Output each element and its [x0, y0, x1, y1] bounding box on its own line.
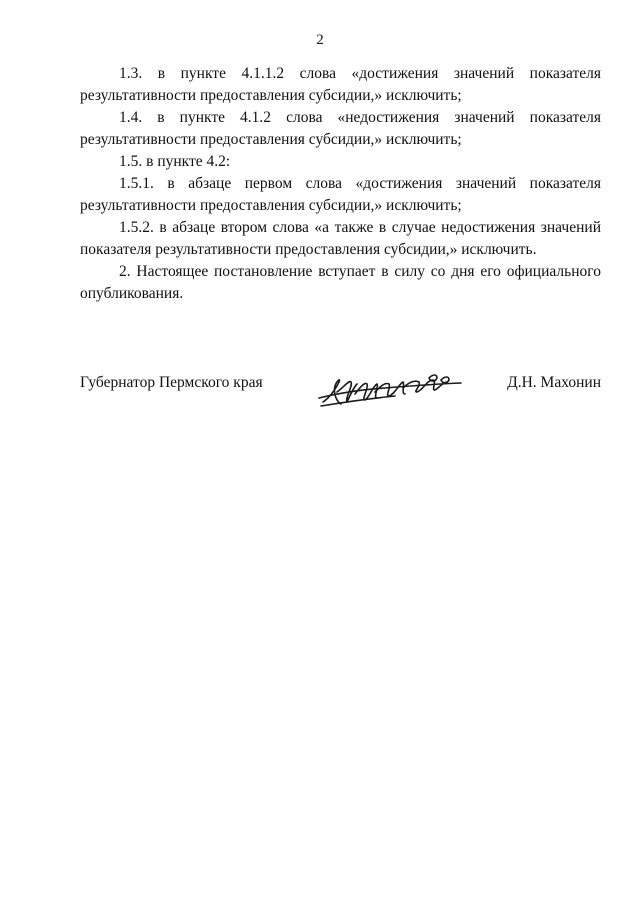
handwritten-signature	[315, 368, 465, 412]
paragraph-2: 2. Настоящее постановление вступает в силу со дня его официального опубликования.	[80, 263, 601, 302]
paragraph-1-3: 1.3. в пункте 4.1.1.2 слова «достижения значений показателя результативности предоставления субсидии,» исключить;	[80, 65, 601, 104]
paragraph-1-5: 1.5. в пункте 4.2:	[119, 153, 231, 170]
paragraph-1-5-2: 1.5.2. в абзаце втором слова «а также в случае недостижения значений показателя результативности предоставления субсидии,» исключить.	[80, 219, 601, 258]
signature-block	[80, 368, 601, 418]
page-number: 2	[316, 32, 324, 48]
signatory-name: Д.Н. Махонин	[507, 374, 601, 391]
document-body	[80, 63, 601, 305]
paragraph-1-4: 1.4. в пункте 4.1.2 слова «недостижения значений показателя результативности предоставления субсидии,» исключить;	[80, 109, 601, 148]
paragraph-1-5-1: 1.5.1. в абзаце первом слова «достижения значений показателя результативности предоставления субсидии,» исключить;	[80, 175, 601, 214]
signatory-title: Губернатор Пермского края	[80, 374, 263, 391]
